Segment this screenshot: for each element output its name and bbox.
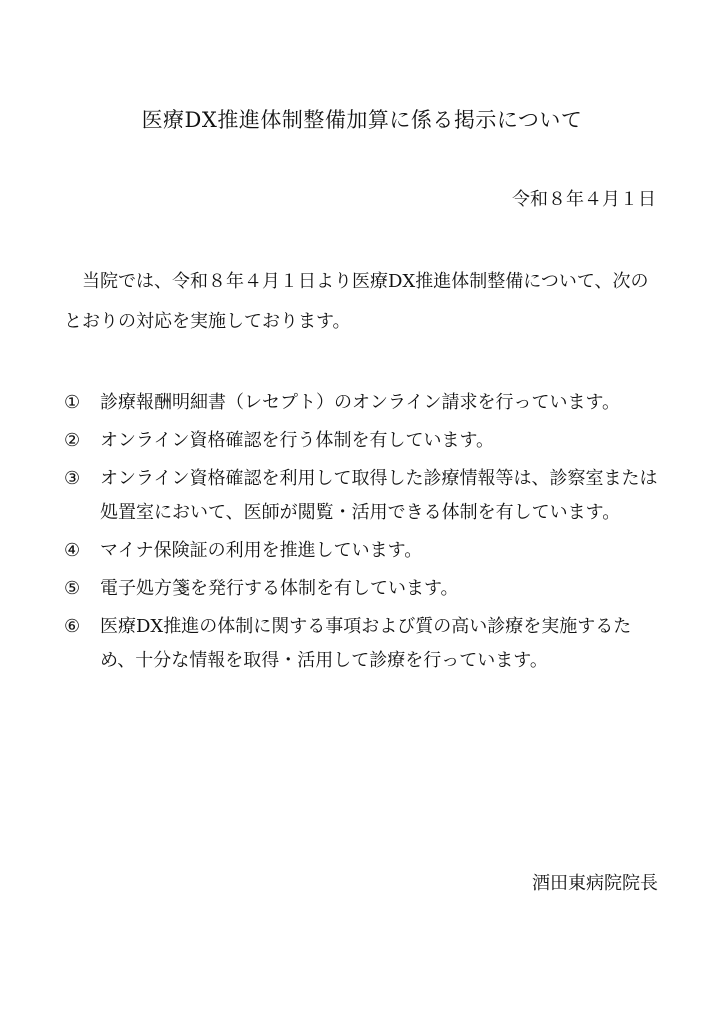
list-item-text: オンライン資格確認を行う体制を有しています。 (100, 430, 495, 451)
measures-list (64, 386, 664, 682)
list-item-number: ③ (64, 468, 81, 489)
list-item-text: 診療報酬明細書（レセプト）のオンライン請求を行っています。 (100, 392, 621, 413)
document-title: 医療DX推進体制整備加算に係る掲示について (141, 108, 583, 132)
list-item (64, 424, 664, 458)
list-item (64, 610, 664, 678)
list-item (64, 534, 664, 568)
list-item-text: 医療DX推進の体制に関する事項および質の高い診療を実施するため、十分な情報を取得・活用して診療を行っています。 (100, 616, 632, 671)
intro-paragraph: 当院では、令和８年４月１日より医療DX推進体制整備について、次のとおりの対応を実施しております。 (64, 271, 649, 332)
document-date: 令和８年４月１日 (512, 189, 656, 210)
list-item (64, 572, 664, 606)
list-item-number: ⑤ (64, 578, 81, 599)
list-item-text: 電子処方箋を発行する体制を有しています。 (100, 578, 459, 599)
list-item-number: ① (64, 392, 81, 413)
list-item-text: オンライン資格確認を利用して取得した診療情報等は、診察室または処置室において、医師が閲覧・活用できる体制を有しています。 (100, 468, 658, 523)
list-item-number: ② (64, 430, 81, 451)
signature: 酒田東病院院長 (532, 873, 658, 894)
list-item-number: ④ (64, 540, 81, 561)
list-item-number: ⑥ (64, 616, 81, 637)
list-item (64, 462, 664, 530)
list-item (64, 386, 664, 420)
list-item-text: マイナ保険証の利用を推進しています。 (100, 540, 423, 561)
